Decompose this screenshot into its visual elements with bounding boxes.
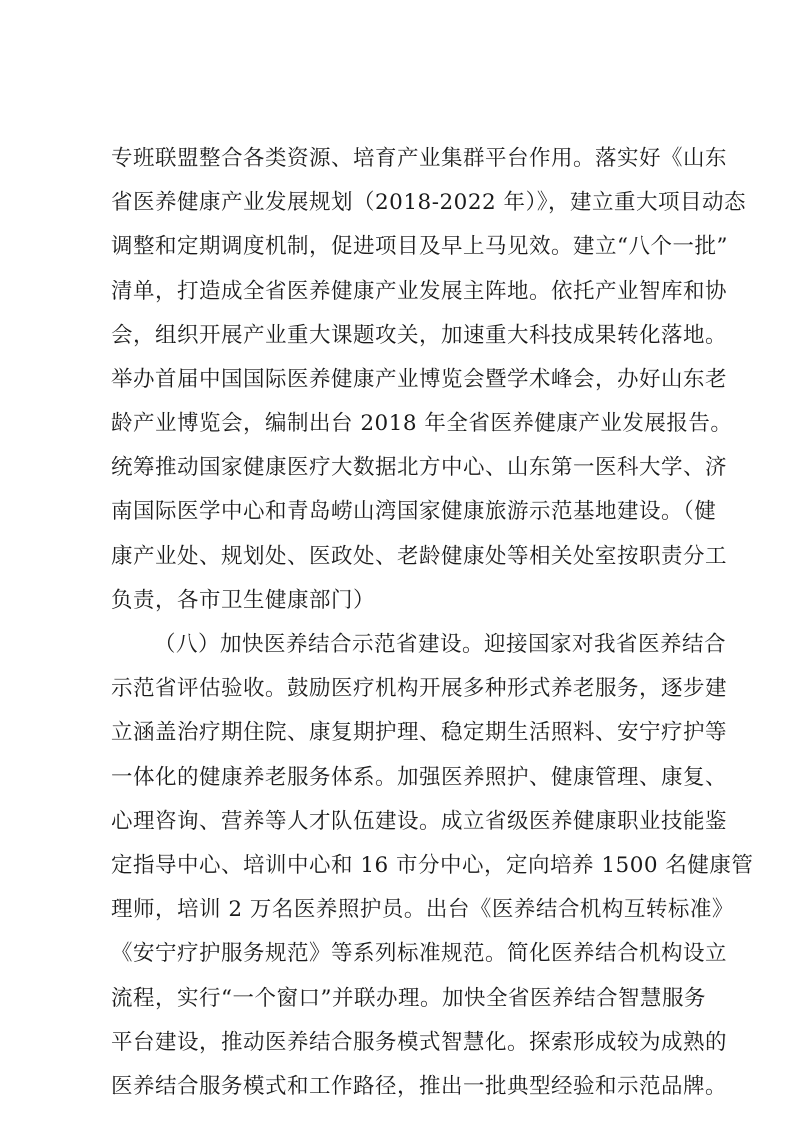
paragraph-line: 龄产业博览会，编制出台 2018 年全省医养健康产业发展报告。 xyxy=(111,411,733,436)
paragraph-line: 立涵盖治疗期住院、康复期护理、稳定期生活照料、安宁疗护等 xyxy=(111,720,728,745)
paragraph-line: 《安宁疗护服务规范》等系列标准规范。简化医养结合机构设立 xyxy=(111,941,728,966)
paragraph-line: 理师，培训 2 万名医养照护员。出台《医养结合机构互转标准》 xyxy=(111,897,734,922)
paragraph-line: 康产业处、规划处、医政处、老龄健康处等相关处室按职责分工 xyxy=(111,544,728,569)
paragraph-line: 统筹推动国家健康医疗大数据北方中心、山东第一医科大学、济 xyxy=(111,455,728,480)
paragraph-line: 省医养健康产业发展规划（2018-2022 年）》，建立重大项目动态 xyxy=(111,190,747,215)
section-heading-line: （八）加快医养结合示范省建设。迎接国家对我省医养结合 xyxy=(154,632,727,657)
paragraph-line: 一体化的健康养老服务体系。加强医养照护、健康管理、康复、 xyxy=(111,765,728,790)
paragraph-line: 清单，打造成全省医养健康产业发展主阵地。依托产业智库和协 xyxy=(111,279,728,304)
paragraph-line: 专班联盟整合各类资源、培育产业集群平台作用。落实好《山东 xyxy=(111,146,728,171)
paragraph-line: 流程，实行“一个窗口”并联办理。加快全省医养结合智慧服务 xyxy=(111,986,706,1011)
paragraph-line: 定指导中心、培训中心和 16 市分中心，定向培养 1500 名健康管 xyxy=(111,853,754,878)
paragraph-line: 平台建设，推动医养结合服务模式智慧化。探索形成较为成熟的 xyxy=(111,1030,728,1055)
paragraph-line: 心理咨询、营养等人才队伍建设。成立省级医养健康职业技能鉴 xyxy=(111,809,728,834)
paragraph-line: 南国际医学中心和青岛崂山湾国家健康旅游示范基地建设。（健 xyxy=(111,499,717,524)
paragraph-line: 举办首届中国国际医养健康产业博览会暨学术峰会，办好山东老 xyxy=(111,367,728,392)
paragraph-line: 医养结合服务模式和工作路径，推出一批典型经验和示范品牌。 xyxy=(111,1074,728,1099)
paragraph-line: 调整和定期调度机制，促进项目及早上马见效。建立“八个一批” xyxy=(111,234,728,259)
paragraph-line: 示范省评估验收。鼓励医疗机构开展多种形式养老服务，逐步建 xyxy=(111,676,728,701)
paragraph-line: 会，组织开展产业重大课题攻关，加速重大科技成果转化落地。 xyxy=(111,323,728,348)
paragraph-line: 负责，各市卫生健康部门） xyxy=(111,588,376,613)
